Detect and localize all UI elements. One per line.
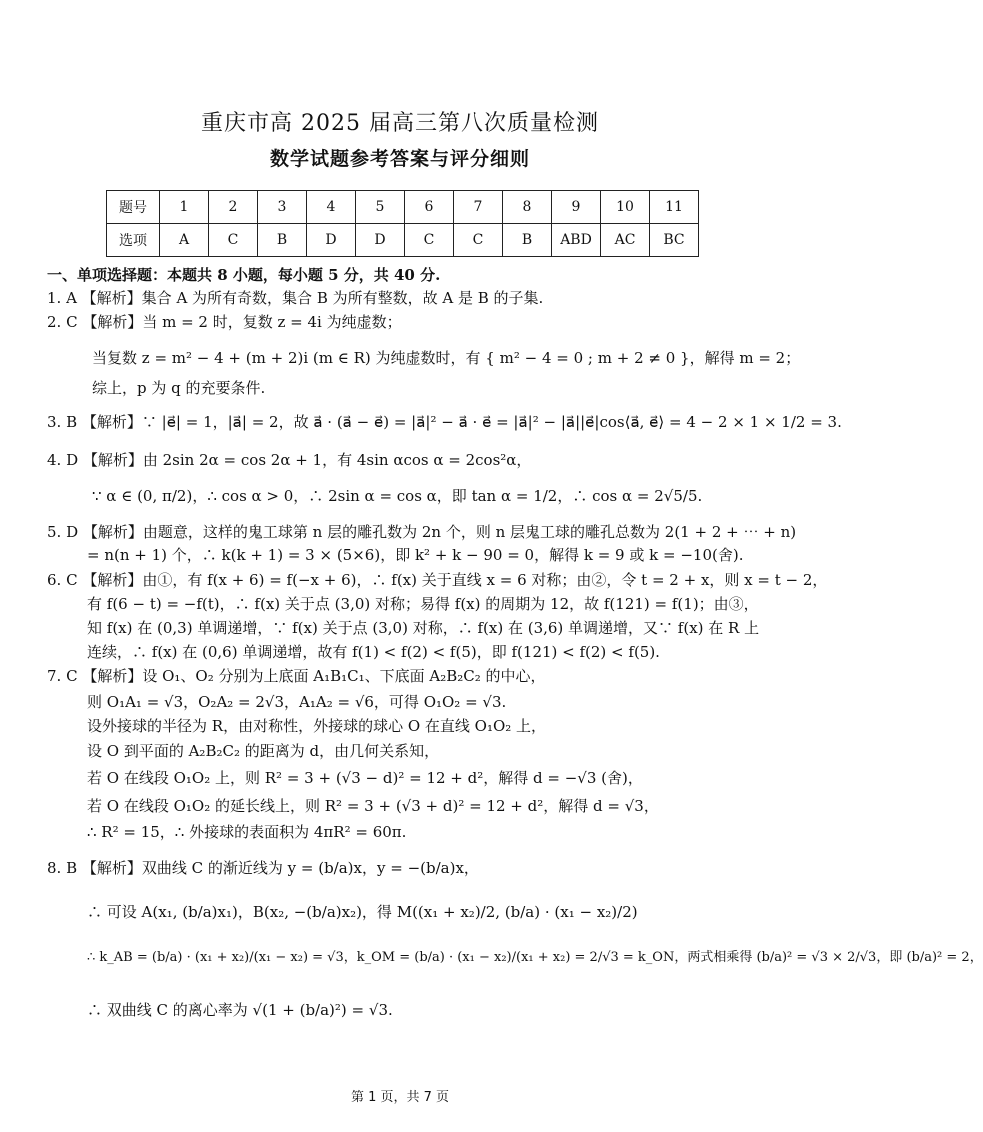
solution-line: 设 O 到平面的 A₂B₂C₂ 的距离为 d，由几何关系知， <box>87 742 440 760</box>
table-header-number: 题号 <box>107 191 160 224</box>
solution-line: 6. C 【解析】由①，有 f(x + 6) = f(−x + 6)，∴ f(x) 关于直线 x = 6 对称；由②，令 t = 2 + x，则 x = t − 2， <box>47 571 828 589</box>
solution-line: 当复数 z = m² − 4 + (m + 2)i (m ∈ R) 为纯虚数时，有 { m² − 4 = 0 ; m + 2 ≠ 0 }，解得 m = 2； <box>92 349 801 367</box>
solution-line: 连续，∴ f(x) 在 (0,6) 单调递增，故有 f(1) < f(2) < f(5)，即 f(121) < f(2) < f(5). <box>87 643 660 661</box>
table-cell: 4 <box>307 191 356 224</box>
table-cell: 8 <box>503 191 552 224</box>
table-cell: 7 <box>454 191 503 224</box>
table-cell: 10 <box>601 191 650 224</box>
table-cell: A <box>160 224 209 257</box>
answer-table-row-numbers <box>107 191 699 224</box>
table-cell: 5 <box>356 191 405 224</box>
solution-line: 8. B 【解析】双曲线 C 的渐近线为 y = (b/a)x，y = −(b/a)x， <box>47 859 479 877</box>
solution-line: = n(n + 1) 个，∴ k(k + 1) = 3 × (5×6)，即 k² + k − 90 = 0，解得 k = 9 或 k = −10(舍). <box>87 546 744 564</box>
table-cell: 6 <box>405 191 454 224</box>
table-cell: 3 <box>258 191 307 224</box>
table-cell: C <box>454 224 503 257</box>
solution-line: 综上，p 为 q 的充要条件. <box>92 379 266 397</box>
solution-line: 知 f(x) 在 (0,3) 单调递增，∵ f(x) 关于点 (3,0) 对称，∴ f(x) 在 (3,6) 单调递增，又∵ f(x) 在 R 上 <box>87 619 760 637</box>
page-subtitle: 数学试题参考答案与评分细则 <box>269 148 530 170</box>
solution-line: 1. A 【解析】集合 A 为所有奇数，集合 B 为所有整数，故 A 是 B 的子集. <box>47 289 544 307</box>
table-cell: C <box>209 224 258 257</box>
page-title: 重庆市高 2025 届高三第八次质量检测 <box>201 111 599 136</box>
solution-line: 4. D 【解析】由 2sin 2α = cos 2α + 1，有 4sin αcos α = 2cos²α， <box>47 451 532 469</box>
table-cell: ABD <box>552 224 601 257</box>
answer-table-row-options <box>107 224 699 257</box>
answer-table <box>106 190 699 257</box>
table-cell: C <box>405 224 454 257</box>
section-heading: 一、单项选择题：本题共 8 小题，每小题 5 分，共 40 分. <box>47 266 441 284</box>
solution-line: ∴ 双曲线 C 的离心率为 √(1 + (b/a)²) = √3. <box>87 1001 393 1019</box>
table-cell: 9 <box>552 191 601 224</box>
table-cell: AC <box>601 224 650 257</box>
table-header-option: 选项 <box>107 224 160 257</box>
solution-line: ∴ 可设 A(x₁, (b/a)x₁)，B(x₂, −(b/a)x₂)，得 M((x₁ + x₂)/2, (b/a) · (x₁ − x₂)/2) <box>87 903 638 921</box>
table-cell: 1 <box>160 191 209 224</box>
solution-line: 7. C 【解析】设 O₁、O₂ 分别为上底面 A₁B₁C₁、下底面 A₂B₂C₂ 的中心， <box>47 667 546 685</box>
solution-line: ∴ k_AB = (b/a) · (x₁ + x₂)/(x₁ − x₂) = √3，k_OM = (b/a) · (x₁ − x₂)/(x₁ + x₂) = 2/√3 = k_ON，两式相乘得 (b/a)² = √3 × 2/√3，即 (b/a)² = 2， <box>87 950 983 965</box>
solution-line: 有 f(6 − t) = −f(t)，∴ f(x) 关于点 (3,0) 对称；易得 f(x) 的周期为 12，故 f(121) = f(1)；由③， <box>87 595 759 613</box>
table-cell: 11 <box>650 191 699 224</box>
table-cell: D <box>307 224 356 257</box>
solution-line: 2. C 【解析】当 m = 2 时，复数 z = 4i 为纯虚数； <box>47 313 402 331</box>
solution-line: 若 O 在线段 O₁O₂ 的延长线上，则 R² = 3 + (√3 + d)² = 12 + d²，解得 d = √3， <box>87 797 659 815</box>
table-cell: 2 <box>209 191 258 224</box>
solution-line: ∵ α ∈ (0, π/2)，∴ cos α > 0，∴ 2sin α = cos α，即 tan α = 1/2，∴ cos α = 2√5/5. <box>92 487 703 505</box>
solution-line: 5. D 【解析】由题意，这样的鬼工球第 n 层的雕孔数为 2n 个，则 n 层鬼工球的雕孔总数为 2(1 + 2 + ⋯ + n) <box>47 523 797 541</box>
solution-line: 若 O 在线段 O₁O₂ 上，则 R² = 3 + (√3 − d)² = 12 + d²，解得 d = −√3 (舍)， <box>87 769 643 787</box>
table-cell: D <box>356 224 405 257</box>
solution-line: 则 O₁A₁ = √3，O₂A₂ = 2√3，A₁A₂ = √6，可得 O₁O₂ = √3. <box>87 693 507 711</box>
table-cell: B <box>503 224 552 257</box>
table-cell: BC <box>650 224 699 257</box>
table-cell: B <box>258 224 307 257</box>
solution-line: 设外接球的半径为 R，由对称性，外接球的球心 O 在直线 O₁O₂ 上， <box>87 717 547 735</box>
page-footer: 第 1 页，共 7 页 <box>350 1090 450 1105</box>
solution-line: 3. B 【解析】∵ |e⃗| = 1，|a⃗| = 2，故 a⃗ · (a⃗ − e⃗) = |a⃗|² − a⃗ · e⃗ = |a⃗|² − |a⃗||e⃗|cos⟨a⃗, e⃗⟩ = 4 − 2 × 1 × 1/2 = 3. <box>47 413 842 431</box>
solution-line: ∴ R² = 15，∴ 外接球的表面积为 4πR² = 60π. <box>87 823 407 841</box>
